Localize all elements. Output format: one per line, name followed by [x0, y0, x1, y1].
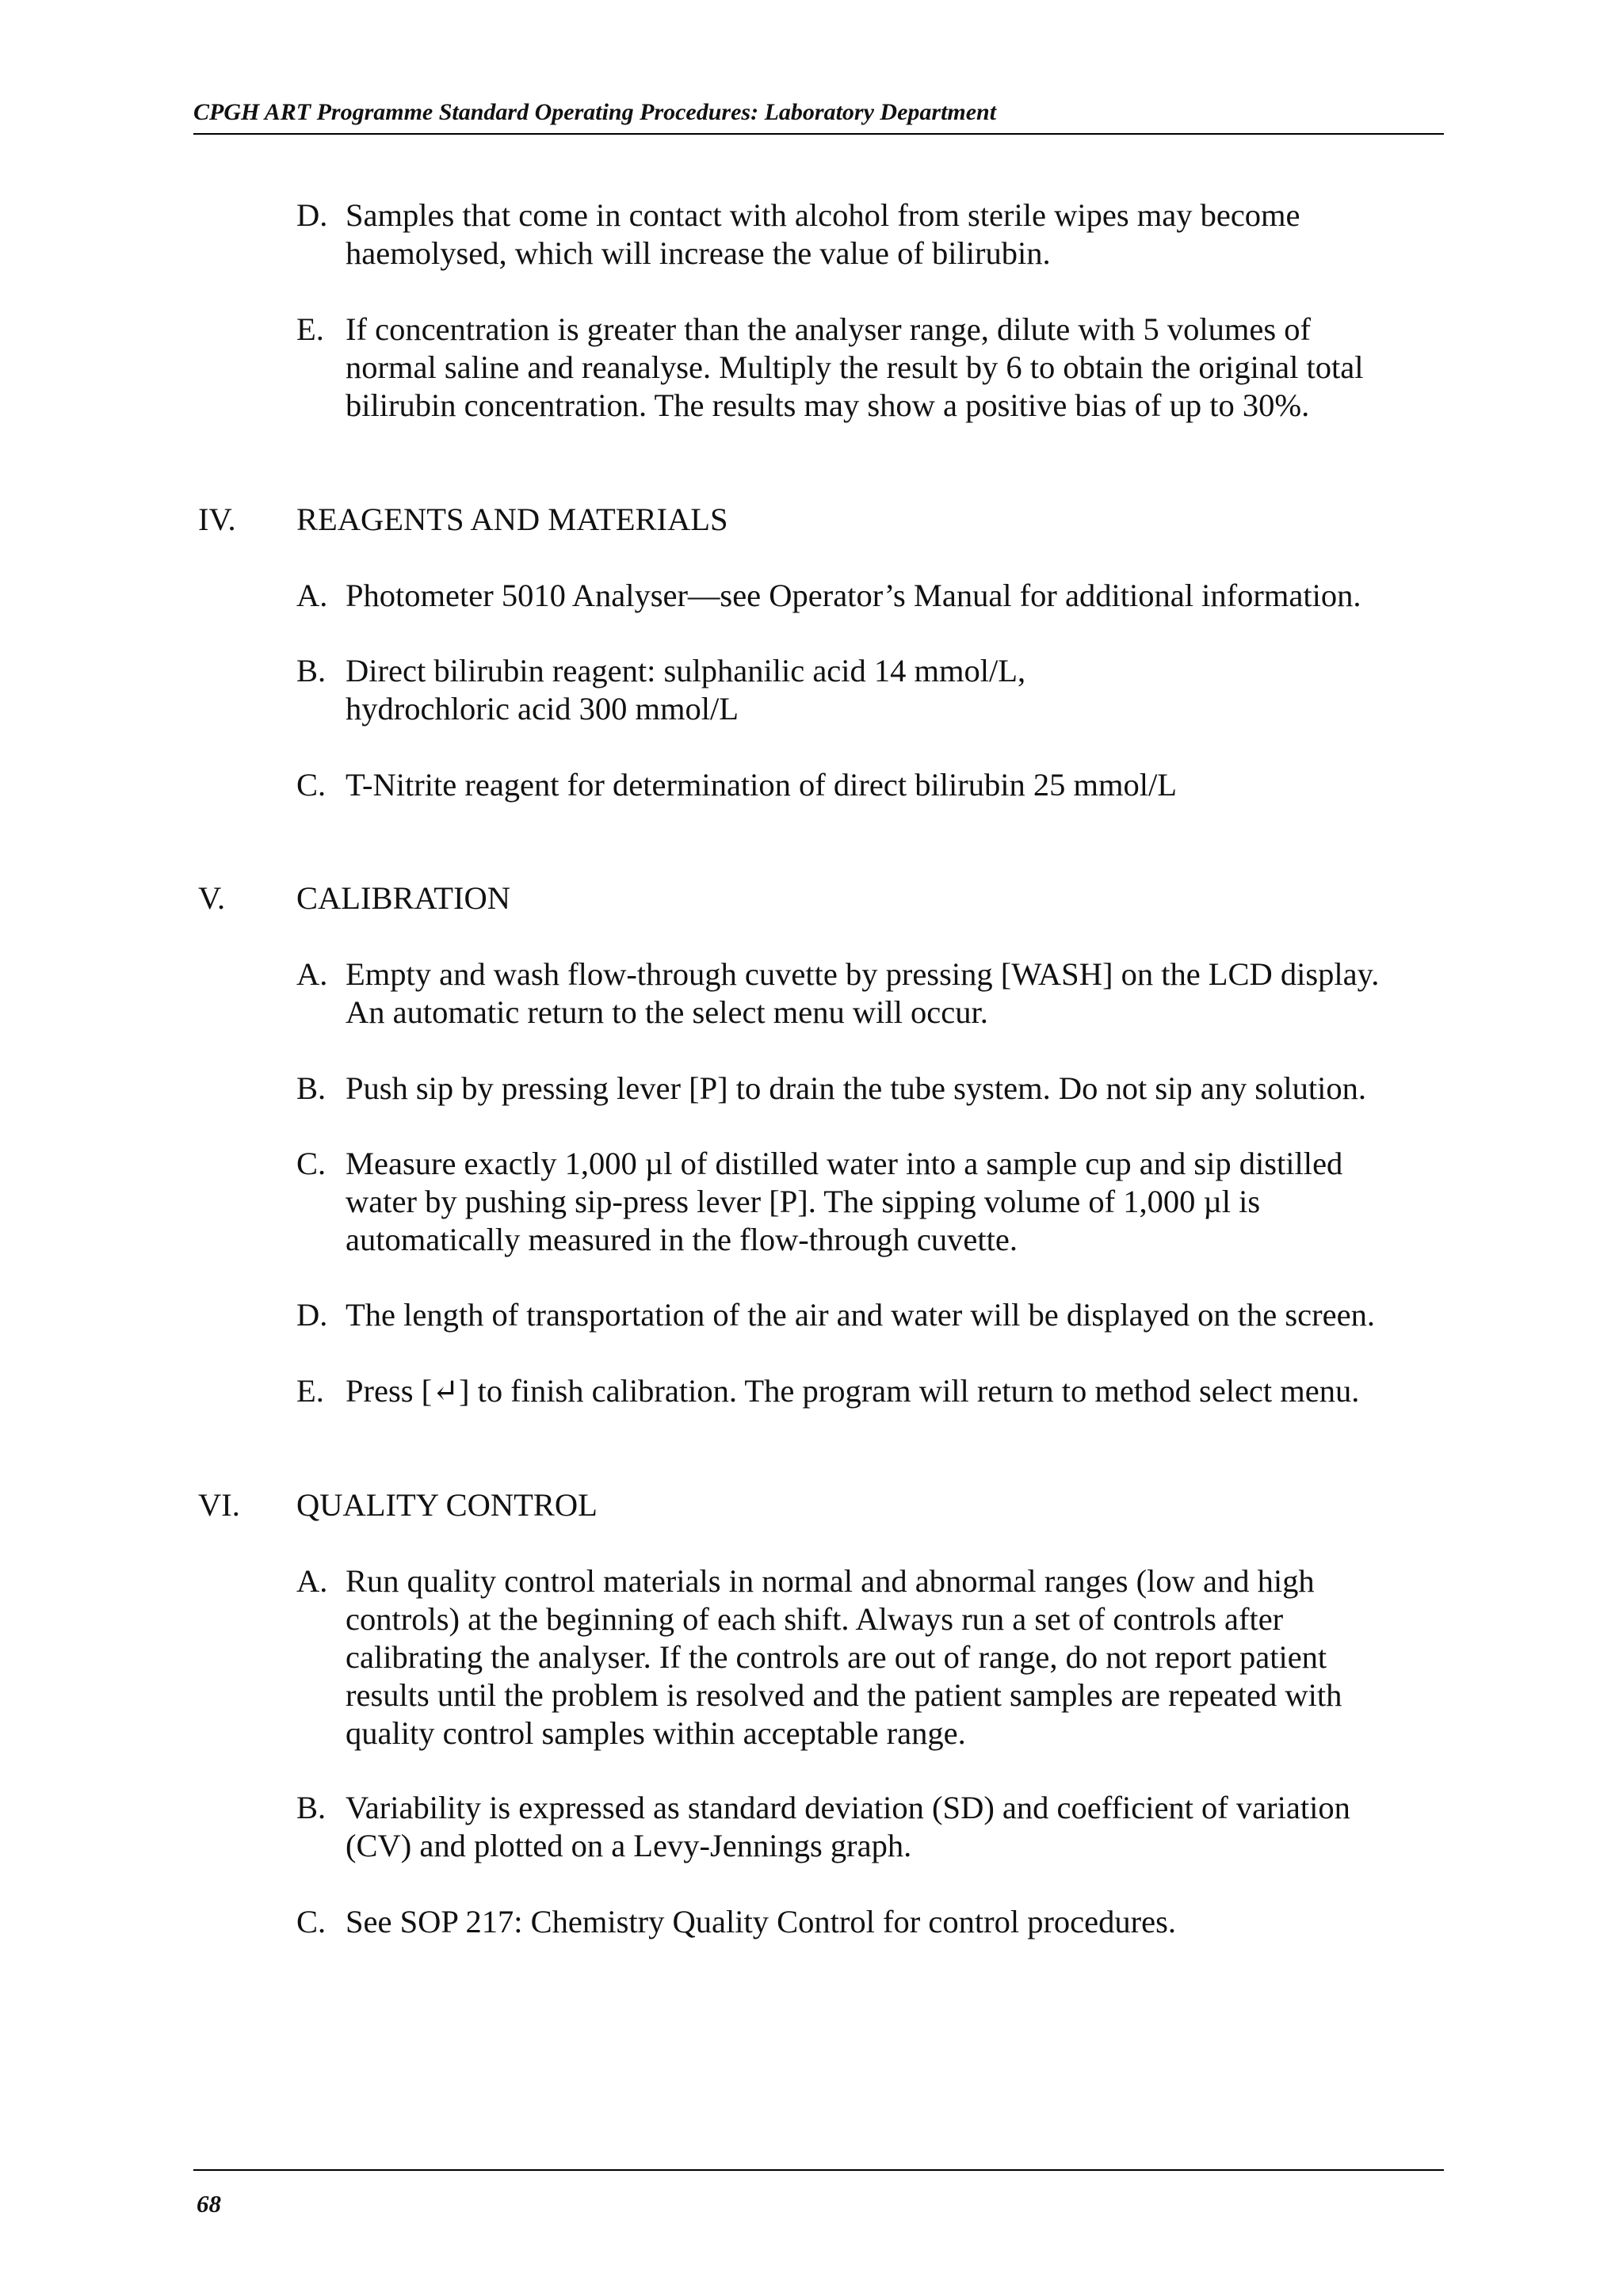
list-item — [296, 1145, 1438, 1259]
item-letter: D. — [296, 197, 328, 233]
item-text-line: An automatic return to the select menu will occur. — [346, 994, 988, 1030]
list-item — [296, 1296, 1438, 1334]
list-item — [296, 1372, 1438, 1410]
item-letter: B. — [296, 1790, 327, 1825]
item-letter: B. — [296, 1070, 327, 1106]
list-item — [296, 1903, 1438, 1941]
item-text-line: Variability is expressed as standard deviation (SD) and coefficient of variation — [346, 1790, 1350, 1825]
list-item — [296, 311, 1438, 425]
item-text-line: Empty and wash flow-through cuvette by pressing [WASH] on the LCD display. — [346, 956, 1380, 992]
item-letter: D. — [296, 1297, 328, 1333]
item-letter: C. — [296, 1146, 327, 1181]
list-item — [296, 196, 1438, 273]
item-letter: B. — [296, 653, 327, 688]
item-text-line: normal saline and reanalyse. Multiply the result by 6 to obtain the original total — [346, 349, 1364, 385]
item-text-line: Photometer 5010 Analyser—see Operator’s Manual for additional information. — [346, 578, 1361, 613]
section-number: VI. — [198, 1487, 240, 1523]
item-letter: C. — [296, 767, 327, 803]
page-number: 68 — [197, 2190, 221, 2218]
list-item — [296, 955, 1438, 1032]
item-text-line: Press [↵] to finish calibration. The program will return to method select menu. — [346, 1373, 1360, 1409]
item-letter: A. — [296, 578, 328, 613]
section-number: IV. — [198, 502, 236, 537]
item-text-line: Run quality control materials in normal and abnormal ranges (low and high — [346, 1563, 1315, 1599]
item-letter: A. — [296, 956, 328, 992]
item-letter: A. — [296, 1563, 328, 1599]
item-text-line: See SOP 217: Chemistry Quality Control for control procedures. — [346, 1904, 1176, 1939]
item-text-line: Direct bilirubin reagent: sulphanilic acid 14 mmol/L, — [346, 653, 1026, 688]
item-text-line: (CV) and plotted on a Levy-Jennings graph. — [346, 1828, 912, 1863]
section-heading: CALIBRATION — [296, 880, 510, 916]
item-text-line: hydrochloric acid 300 mmol/L — [346, 691, 739, 727]
item-text-line: Samples that come in contact with alcohol from sterile wipes may become — [346, 197, 1300, 233]
list-item — [296, 652, 1438, 728]
item-text-line: results until the problem is resolved and the patient samples are repeated with — [346, 1677, 1342, 1713]
item-letter: C. — [296, 1904, 327, 1939]
item-text-line: quality control samples within acceptable range. — [346, 1715, 966, 1751]
list-item — [296, 577, 1438, 615]
running-header-title: CPGH ART Programme Standard Operating Procedures: Laboratory Department — [193, 99, 997, 125]
item-letter: E. — [296, 311, 324, 347]
item-text-line: Push sip by pressing lever [P] to drain the tube system. Do not sip any solution. — [346, 1070, 1367, 1106]
item-text-line: Measure exactly 1,000 µl of distilled water into a sample cup and sip distilled — [346, 1146, 1343, 1181]
item-text-line: If concentration is greater than the analyser range, dilute with 5 volumes of — [346, 311, 1311, 347]
item-text-line: T-Nitrite reagent for determination of direct bilirubin 25 mmol/L — [346, 767, 1177, 803]
item-text-line: bilirubin concentration. The results may show a positive bias of up to 30%. — [346, 387, 1310, 423]
item-text-line: haemolysed, which will increase the value of bilirubin. — [346, 235, 1051, 271]
item-text-line: The length of transportation of the air and water will be displayed on the screen. — [346, 1297, 1375, 1333]
list-item — [296, 1789, 1438, 1865]
item-text-line: water by pushing sip-press lever [P]. The sipping volume of 1,000 µl is — [346, 1184, 1261, 1219]
footer-rule — [193, 2169, 1444, 2171]
section-heading: QUALITY CONTROL — [296, 1487, 598, 1523]
item-letter: E. — [296, 1373, 324, 1409]
header-rule — [193, 133, 1444, 135]
list-item — [296, 1562, 1438, 1753]
section-number: V. — [198, 880, 226, 916]
item-text-line: calibrating the analyser. If the controls are out of range, do not report patient — [346, 1639, 1327, 1675]
item-text-line: controls) at the beginning of each shift. Always run a set of controls after — [346, 1601, 1284, 1637]
section-heading: REAGENTS AND MATERIALS — [296, 502, 728, 537]
list-item — [296, 1070, 1438, 1108]
item-text-line: automatically measured in the flow-through cuvette. — [346, 1222, 1018, 1257]
list-item — [296, 766, 1438, 804]
